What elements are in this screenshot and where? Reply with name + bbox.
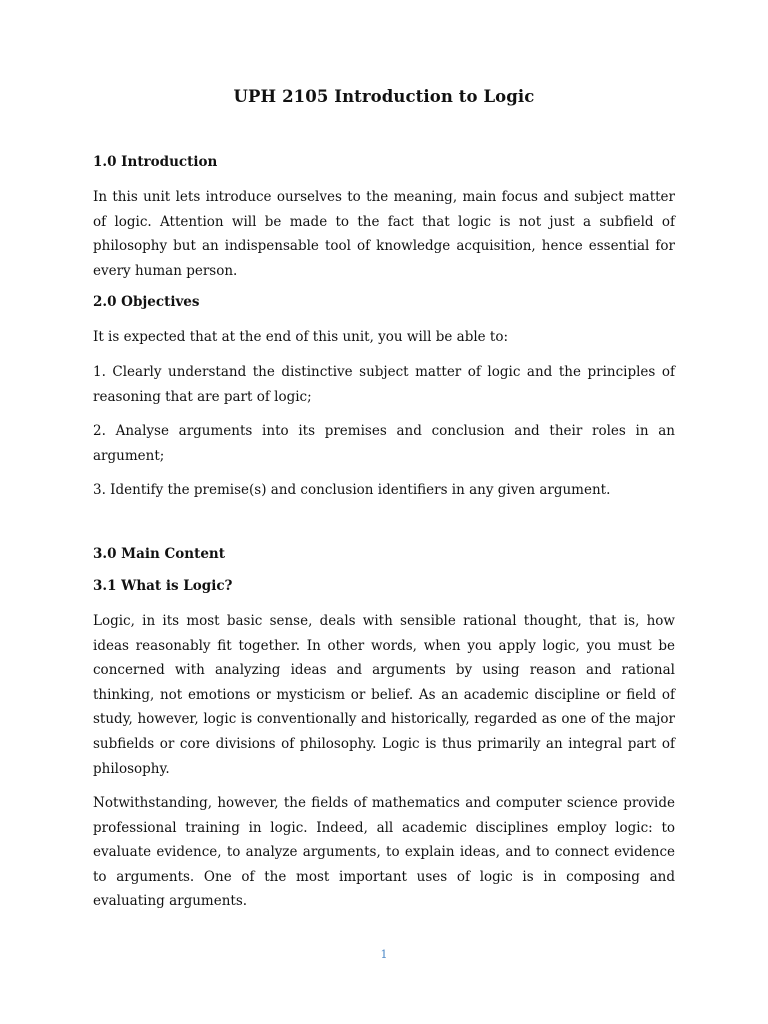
introduction-paragraph: In this unit lets introduce ourselves to the meaning, main focus and subject matter of logic. Attention will be made to the fact that logic is not just a subfield of philosophy but an indispensable tool of knowledge acquisition, hence essential for every human person. [93,189,675,279]
main-content-paragraph: Notwithstanding, however, the fields of mathematics and computer science provide professional training in logic. Indeed, all academic disciplines employ logic: to evaluate evidence, to analyze arguments, to explain ideas, and to connect evidence to arguments. One of the most important uses of logic is in composing and evaluating arguments. [93,795,675,910]
document-body [93,86,675,924]
objective-item: 1. Clearly understand the distinctive subject matter of logic and the principles of reasoning that are part of logic; [93,363,675,405]
section-heading-introduction: 1.0 Introduction [93,154,218,170]
section-heading-objectives: 2.0 Objectives [93,294,200,311]
objectives-intro: It is expected that at the end of this unit, you will be able to: [93,329,509,346]
subsection-heading-what-is-logic: 3.1 What is Logic? [93,577,233,594]
section-spacer [93,513,675,545]
main-content-paragraph: Logic, in its most basic sense, deals with sensible rational thought, that is, how ideas reasonably fit together. In other words, when you apply logic, you must be concerned with analyzing ideas and arguments by using reason and rational thinking, not emotions or mysticism or belief. As an academic discipline or field of study, however, logic is conventionally and historically, regarded as one of the major subfields or core divisions of philosophy. Logic is thus primarily an integral part of philosophy. [93,612,675,777]
objective-item: 3. Identify the premise(s) and conclusion identifiers in any given argument. [93,482,611,499]
objective-item: 2. Analyse arguments into its premises and conclusion and their roles in an argument; [93,423,675,464]
section-heading-main-content: 3.0 Main Content [93,545,225,562]
document-title: UPH 2105 Introduction to Logic [233,87,535,106]
page-number: 1 [380,948,388,961]
